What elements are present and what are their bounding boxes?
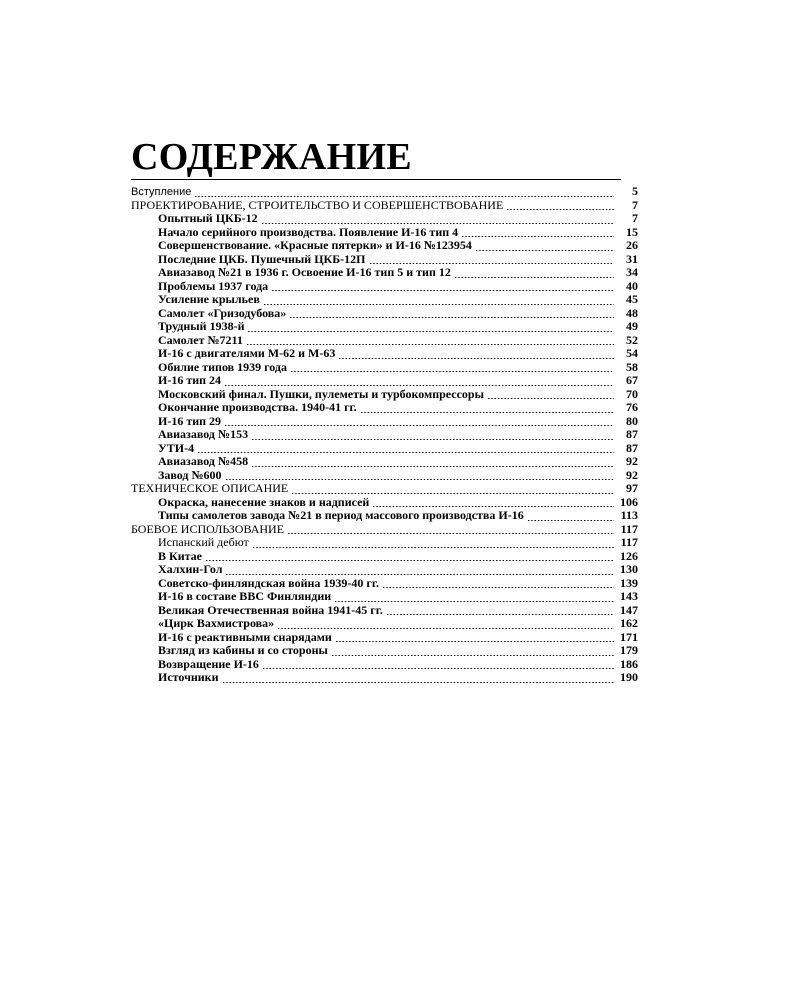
toc-entry-page: 7 (632, 211, 638, 225)
toc-entry (131, 334, 638, 348)
toc-entry-page: 92 (626, 467, 638, 482)
toc-entry (131, 550, 638, 564)
toc-entry (131, 347, 638, 361)
toc-entry (131, 212, 638, 226)
dot-leader (487, 389, 614, 400)
toc-entry (131, 617, 638, 631)
toc-entry (131, 604, 638, 618)
toc-entry-page: 113 (620, 508, 638, 522)
dot-leader (386, 605, 614, 616)
toc-entry-title: Опытный ЦКБ-12 (158, 211, 258, 225)
toc-entry-page: 106 (620, 494, 638, 509)
toc-entry-title: Вступление (131, 186, 192, 198)
toc-entry-title: Халхин-Гол (158, 562, 223, 576)
toc-entry-page: 117 (620, 535, 638, 549)
toc-entry-page: 49 (626, 319, 638, 333)
toc-entry-page: 130 (620, 562, 638, 576)
dot-leader (382, 578, 614, 589)
toc-entry-page: 147 (620, 602, 638, 617)
toc-entry-page: 162 (620, 616, 638, 630)
dot-leader (224, 376, 614, 387)
toc-entry-page: 186 (620, 656, 638, 671)
toc-entry (131, 361, 638, 375)
toc-entry-title: Трудный 1938-й (158, 319, 245, 333)
dot-leader (222, 673, 614, 684)
toc-entry-title: Типы самолетов завода №21 в период массового производства И-16 (158, 508, 524, 522)
toc-entry-page: 92 (626, 454, 638, 468)
toc-entry-page: 97 (626, 481, 638, 495)
toc-entry (131, 280, 638, 294)
toc-entry (131, 671, 638, 685)
toc-entry-page: 54 (626, 346, 638, 360)
dot-leader (360, 403, 614, 414)
dot-leader (331, 646, 614, 657)
toc-entry-title: В Китае (158, 548, 202, 563)
toc-entry-page: 143 (620, 589, 638, 603)
title-rule (131, 179, 621, 180)
toc-entry-page: 70 (626, 386, 638, 401)
toc-entry (131, 536, 638, 550)
toc-entry-title: И-16 тип 29 (158, 413, 222, 428)
toc-entry (131, 577, 638, 591)
dot-leader (372, 497, 614, 508)
toc-entry-page: 87 (626, 440, 638, 455)
dot-leader (261, 214, 614, 225)
toc-entry-title: Испанский дебют (158, 535, 249, 549)
toc-entry (131, 266, 638, 280)
toc-entry-page: 40 (626, 278, 638, 293)
toc-entry-title: Советско-финляндская война 1939-40 гг. (158, 575, 379, 590)
dot-leader (290, 362, 614, 373)
toc-entry-title: Великая Отечественная война 1941-45 гг. (158, 602, 383, 617)
toc-entry-page: 171 (620, 629, 638, 644)
toc-entry (131, 658, 638, 672)
toc-entry (131, 293, 638, 307)
toc-entry (131, 253, 638, 267)
toc-entry (131, 428, 638, 442)
toc-entry-page: 87 (626, 427, 638, 441)
toc-entry-page: 126 (620, 548, 638, 563)
toc-entry-title: Совершенствование. «Красные пятерки» и И-16 №123954 (158, 238, 472, 252)
toc-entry-page: 117 (620, 521, 638, 536)
dot-leader (289, 308, 614, 319)
dot-leader (263, 295, 614, 306)
toc-entry (131, 374, 638, 388)
dot-leader (194, 187, 614, 198)
dot-leader (271, 281, 614, 292)
dot-leader (291, 484, 614, 495)
toc-entry-title: Окраска, нанесение знаков и надписей (158, 494, 370, 509)
toc-entry-page: 179 (620, 643, 638, 657)
dot-leader (527, 511, 614, 522)
toc-entry-title: Московский финал. Пушки, пулеметы и турбокомпрессоры (158, 386, 484, 401)
toc-entry-page: 26 (626, 238, 638, 252)
toc-section-entry (131, 482, 638, 496)
toc-entry (131, 401, 638, 415)
dot-leader (338, 349, 614, 360)
toc-section-entry (131, 523, 638, 537)
dot-leader (475, 241, 614, 252)
dot-leader (246, 335, 614, 346)
toc-entry-title: И-16 с реактивными снарядами (158, 629, 332, 644)
toc-entry-title: Усиление крыльев (158, 292, 260, 306)
toc-entry (131, 496, 638, 510)
toc-entry (131, 226, 638, 240)
toc-entry-title: Авиазавод №21 в 1936 г. Освоение И-16 тип 5 и тип 12 (158, 265, 451, 279)
toc-entry-page: 5 (632, 184, 638, 198)
toc-entry (131, 631, 638, 645)
toc-entry-title: И-16 в составе ВВС Финляндии (158, 589, 332, 603)
toc-entry-title: Самолет №7211 (158, 332, 243, 347)
toc-entry-title: Взгляд из кабины и со стороны (158, 643, 328, 657)
table-of-contents (131, 185, 638, 685)
toc-entry-page: 52 (626, 332, 638, 347)
toc-entry (131, 239, 638, 253)
toc-entry (131, 509, 638, 523)
dot-leader (197, 443, 614, 454)
toc-section-entry (131, 199, 638, 213)
dot-leader (369, 254, 614, 265)
toc-entry-page: 139 (620, 575, 638, 590)
dot-leader (225, 470, 614, 481)
toc-entry-page: 190 (620, 670, 638, 684)
dot-leader (205, 551, 614, 562)
toc-entry (131, 644, 638, 658)
toc-entry-title: Начало серийного производства. Появление И-16 тип 4 (158, 224, 459, 239)
toc-entry-title: Проблемы 1937 года (158, 278, 269, 293)
toc-entry (131, 455, 638, 469)
dot-leader (225, 565, 614, 576)
toc-entry-title: Завод №600 (158, 467, 222, 482)
toc-entry (131, 415, 638, 429)
toc-entry-page: 45 (626, 292, 638, 306)
dot-leader (262, 659, 614, 670)
toc-entry-title: Источники (158, 670, 219, 684)
toc-entry (131, 469, 638, 483)
toc-entry-page: 34 (626, 265, 638, 279)
toc-entry (131, 320, 638, 334)
dot-leader (334, 592, 614, 603)
toc-entry-title: И-16 с двигателями М-62 и М-63 (158, 346, 336, 360)
toc-entry-page: 58 (626, 359, 638, 374)
toc-entry-title: Обилие типов 1939 года (158, 359, 287, 374)
toc-entry-page: 80 (626, 413, 638, 428)
toc-entry-page: 7 (632, 197, 638, 212)
toc-entry-title: «Цирк Вахмистрова» (158, 616, 275, 630)
toc-entry (131, 388, 638, 402)
dot-leader (251, 457, 614, 468)
toc-entry (131, 185, 638, 199)
dot-leader (247, 322, 614, 333)
toc-entry-title: Окончание производства. 1940-41 гг. (158, 400, 357, 414)
toc-entry-title: И-16 тип 24 (158, 373, 222, 387)
toc-entry-page: 67 (626, 373, 638, 387)
dot-leader (251, 430, 614, 441)
dot-leader (277, 619, 614, 630)
toc-entry (131, 590, 638, 604)
dot-leader (454, 268, 614, 279)
toc-entry-title: Авиазавод №458 (158, 454, 249, 468)
toc-entry-title: УТИ-4 (158, 440, 195, 455)
toc-entry-title: ТЕХНИЧЕСКОЕ ОПИСАНИЕ (131, 481, 289, 495)
toc-entry-title: Возвращение И-16 (158, 656, 259, 671)
toc-entry-title: Последние ЦКБ. Пушечный ЦКБ-12П (158, 251, 366, 266)
toc-entry (131, 563, 638, 577)
toc-entry (131, 442, 638, 456)
toc-entry-page: 31 (626, 251, 638, 266)
dot-leader (287, 524, 614, 535)
dot-leader (224, 416, 614, 427)
dot-leader (506, 200, 614, 211)
dot-leader (461, 227, 614, 238)
toc-entry-title: Самолет «Гризодубова» (158, 305, 287, 320)
toc-entry-page: 15 (626, 224, 638, 239)
toc-entry (131, 307, 638, 321)
toc-entry-title: Авиазавод №153 (158, 427, 249, 441)
toc-entry-title: БОЕВОЕ ИСПОЛЬЗОВАНИЕ (131, 521, 285, 536)
page-title: СОДЕРЖАНИЕ (131, 136, 412, 178)
toc-entry-page: 76 (626, 400, 638, 414)
dot-leader (252, 538, 614, 549)
dot-leader (335, 632, 614, 643)
toc-entry-page: 48 (626, 305, 638, 320)
toc-entry-title: ПРОЕКТИРОВАНИЕ, СТРОИТЕЛЬСТВО И СОВЕРШЕНСТВОВАНИЕ (131, 197, 504, 212)
